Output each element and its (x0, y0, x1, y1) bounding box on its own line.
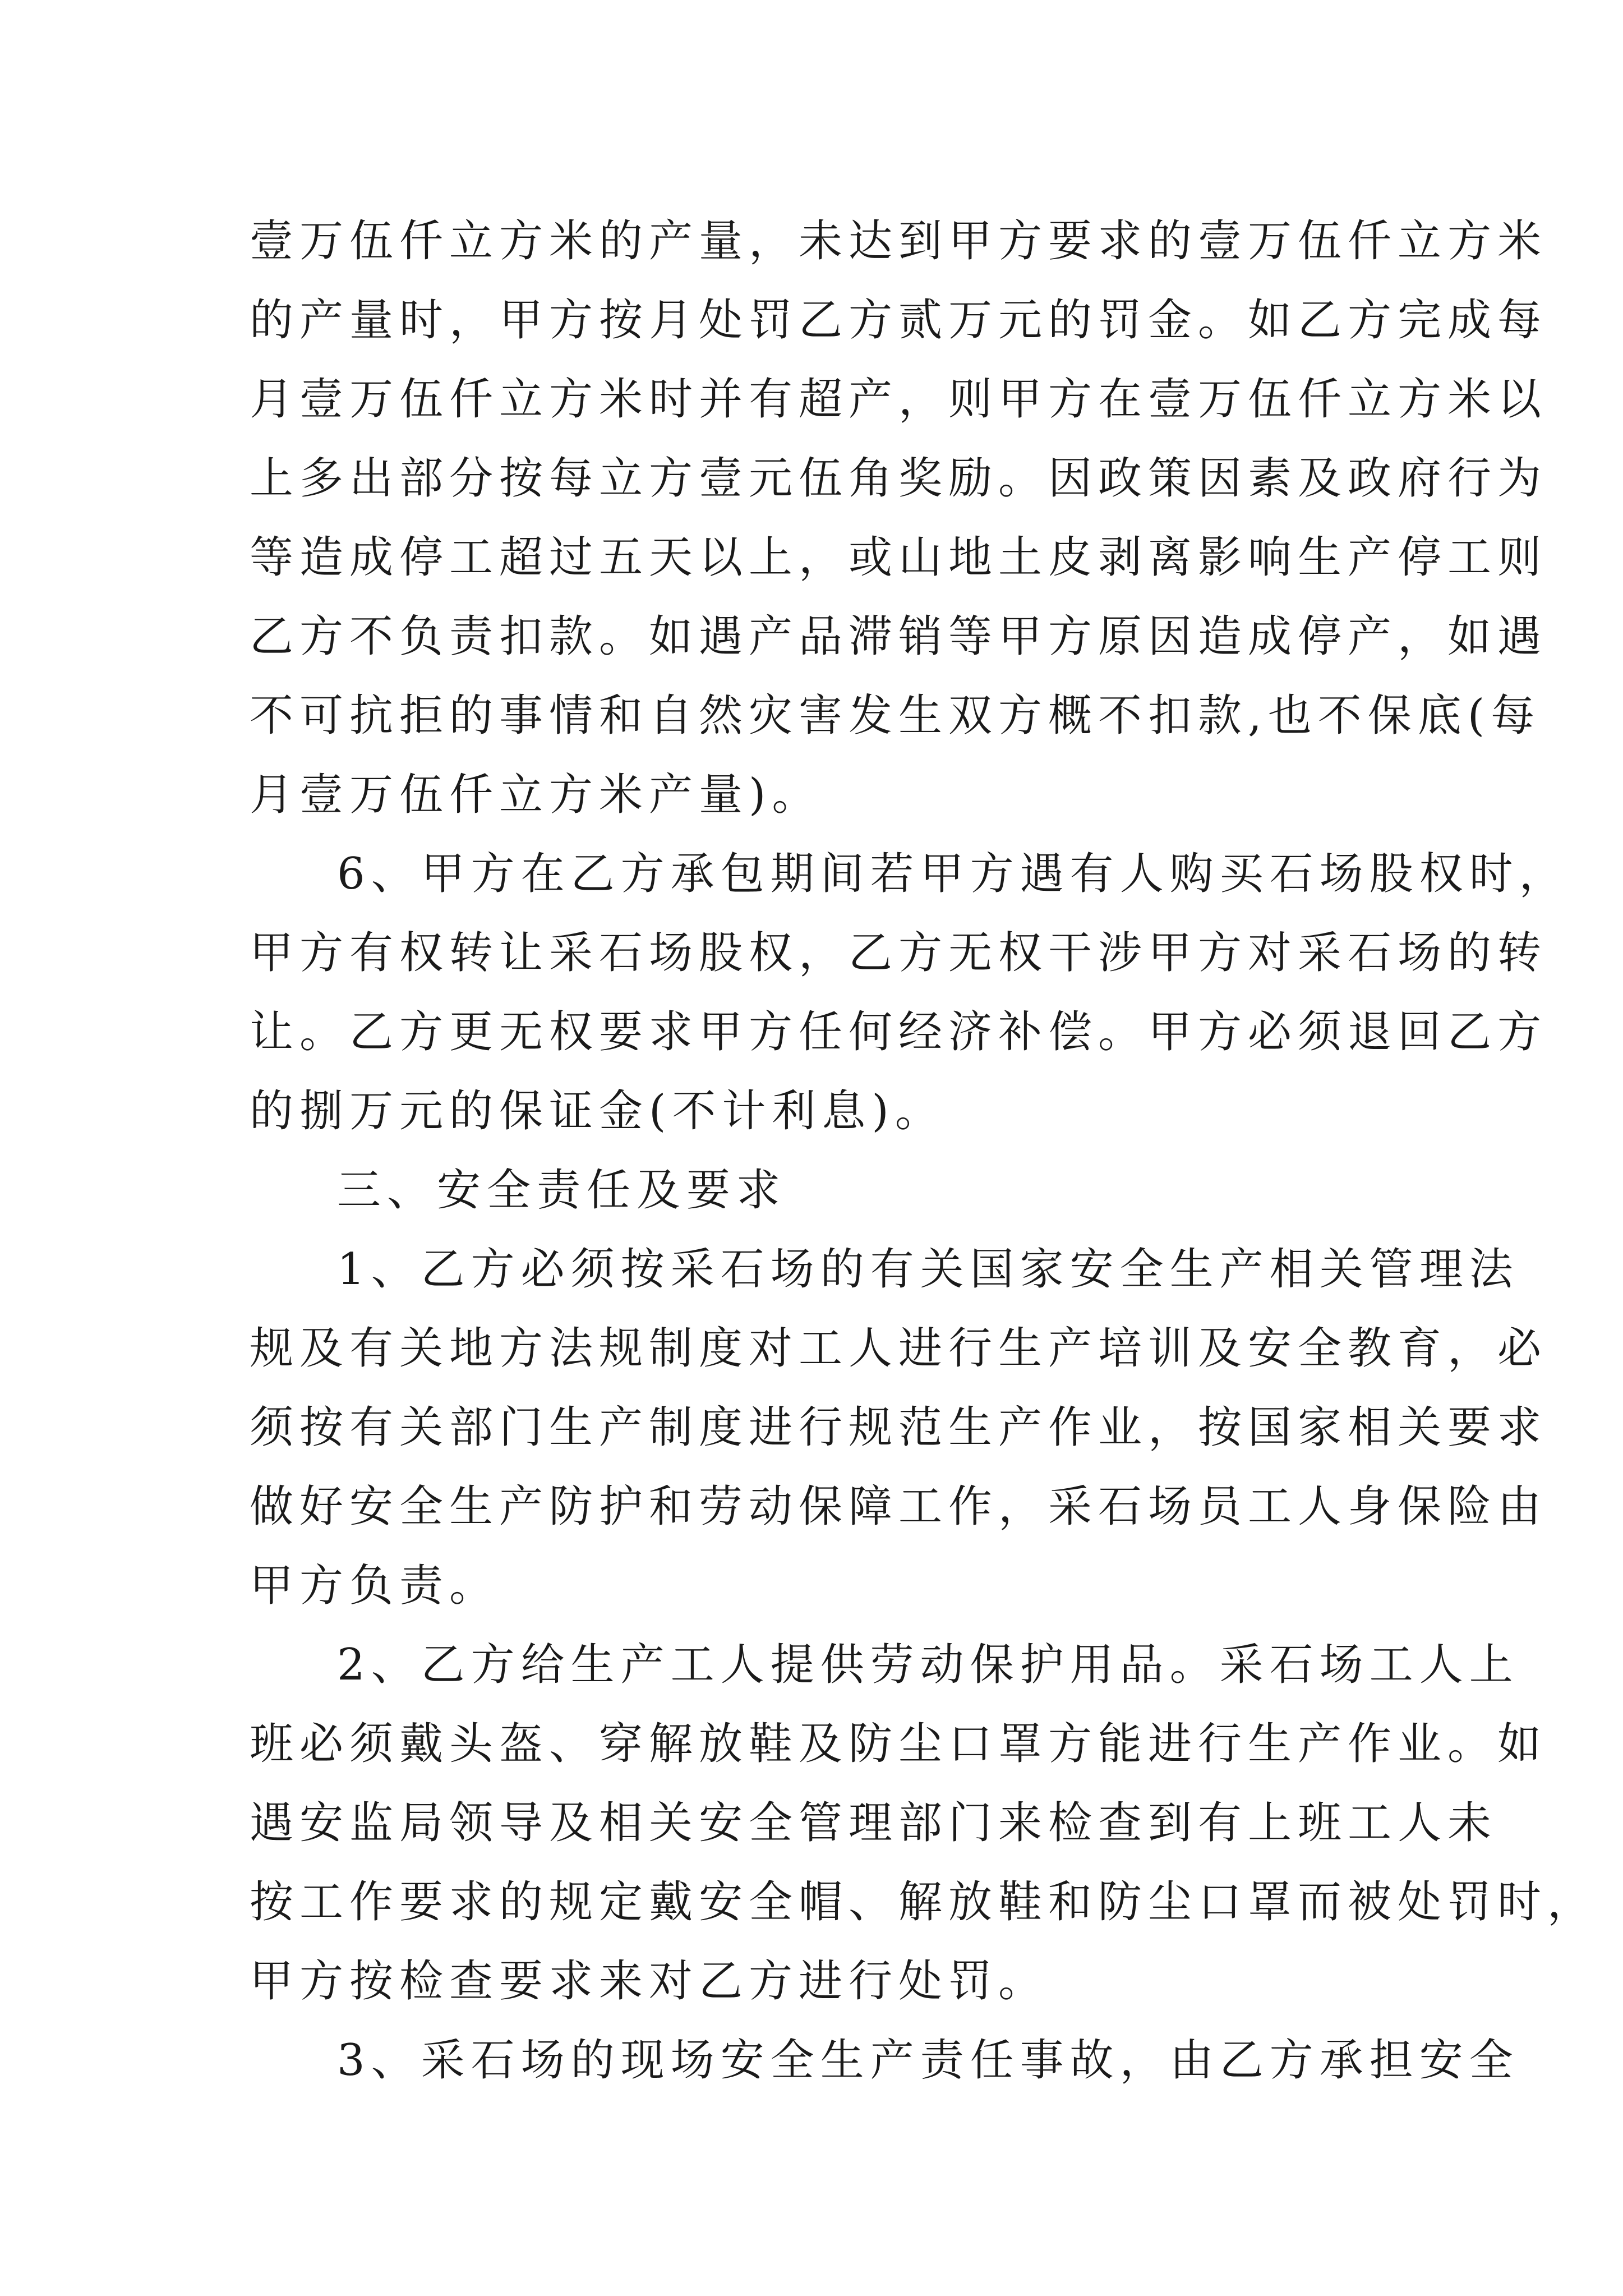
text-line: 壹万伍仟立方米的产量，未达到甲方要求的壹万伍仟立方米 (250, 216, 1548, 266)
text-line: 不可抗拒的事情和自然灾害发生双方概不扣款,也不保底(每 (250, 691, 1541, 741)
text-line: 按工作要求的规定戴安全帽、解放鞋和防尘口罩而被处罚时， (250, 1877, 1598, 1927)
paragraph-start-line: 3、采石场的现场安全生产责任事故，由乙方承担安全 (337, 2035, 1519, 2086)
section-heading: 三、安全责任及要求 (337, 1165, 787, 1216)
text-line: 月壹万伍仟立方米时并有超产，则甲方在壹万伍仟立方米以 (250, 374, 1548, 425)
text-line: 甲方负责。 (250, 1561, 500, 1611)
text-line: 甲方按检查要求来对乙方进行处罚。 (250, 1956, 1049, 2007)
text-line: 让。乙方更无权要求甲方任何经济补偿。甲方必须退回乙方 (250, 1007, 1548, 1057)
text-line: 的捌万元的保证金(不计利息)。 (250, 1086, 945, 1137)
text-line: 甲方有权转让采石场股权，乙方无权干涉甲方对采石场的转 (250, 928, 1548, 978)
text-line: 月壹万伍仟立方米产量)。 (250, 770, 822, 820)
paragraph-start-line: 2、乙方给生产工人提供劳动保护用品。采石场工人上 (337, 1640, 1519, 1690)
text-line: 乙方不负责扣款。如遇产品滞销等甲方原因造成停产，如遇 (250, 611, 1548, 662)
paragraph-start-line: 1、乙方必须按采石场的有关国家安全生产相关管理法 (337, 1244, 1519, 1295)
text-line: 班必须戴头盔、穿解放鞋及防尘口罩方能进行生产作业。如 (250, 1719, 1548, 1769)
text-line: 的产量时，甲方按月处罚乙方贰万元的罚金。如乙方完成每 (250, 295, 1548, 346)
paragraph-start-line: 6、甲方在乙方承包期间若甲方遇有人购买石场股权时， (337, 849, 1569, 899)
text-line: 规及有关地方法规制度对工人进行生产培训及安全教育，必 (250, 1323, 1548, 1374)
text-line: 等造成停工超过五天以上，或山地土皮剥离影响生产停工则 (250, 532, 1548, 583)
document-body (250, 202, 1598, 2100)
text-line: 遇安监局领导及相关安全管理部门来检查到有上班工人未 (250, 1798, 1498, 1848)
text-line: 做好安全生产防护和劳动保障工作，采石场员工人身保险由 (250, 1481, 1548, 1532)
text-line: 上多出部分按每立方壹元伍角奖励。因政策因素及政府行为 (250, 453, 1548, 504)
text-line: 须按有关部门生产制度进行规范生产作业，按国家相关要求 (250, 1402, 1548, 1453)
